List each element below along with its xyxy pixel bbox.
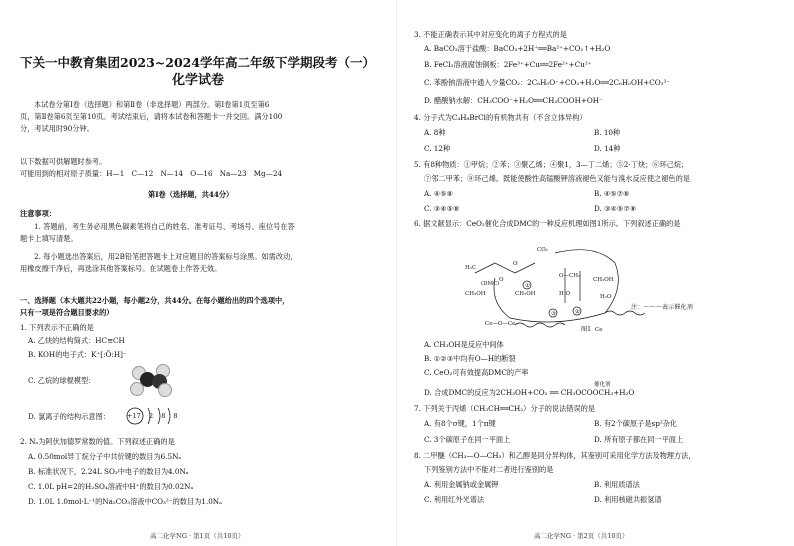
svg-text:H O: H O [559,291,571,297]
q1-stem: 1. 下列表示不正确的是 [20,323,94,332]
q2-option-b: B. 标准状况下，2.24L SO₃中电子的数目为4.0Nₐ [28,467,189,476]
q5-option-b: B. ④⑤⑦⑧ [594,189,630,198]
q6-option-a: A. CH₃OH是反应中间体 [424,340,504,349]
exam-title: 下关一中教育集团2023~2024学年高二年级下学期段考（一） [20,55,376,70]
data-intro: 以下数据可供解题时参考。 [20,157,107,166]
q8-stem: 8. 二甲醚（CH₃—O—CH₃）和乙醇是同分异构体，其鉴别可采用化学方法及物理方法， [414,451,696,460]
note-line: 用橡皮擦干净后，再选涂其他答案标号。在试题卷上作答无效。 [20,264,222,273]
q2-option-c: C. 1.0L pH=2的H₂SO₄溶液中H⁺的数目为0.02Nₐ [28,482,194,491]
chloride-structure-diagram [124,405,194,427]
q2-option-a: A. 0.50mol异丁烷分子中共价键的数目为6.5Nₐ [28,452,182,461]
q6-option-d: D. 合成DMC的反应为2CH₃OH+CO₂ ══ CH₃OCOOCH₃+H₂O [424,388,635,397]
q5-stem: 5. 有8种物质：①甲烷；②苯；③聚乙烯；④聚1，3—丁二烯；⑤2-丁炔；⑥环己烷； [414,160,689,169]
figure-caption: 图1 [581,326,592,333]
svg-text:③: ③ [551,311,556,317]
q6-option-c: C. CeO₂可有效提高DMC的产率 [424,368,529,377]
note-line: 1. 答题前，考生务必用黑色碳素笔将自己的姓名、准考证号、考场号、座位号在答 [34,222,295,231]
q4-stem: 4. 分子式为C₄H₈BrCl的有机物共有（不含立体异构） [414,113,587,122]
intro-line: 分，考试用时90分钟。 [20,124,94,133]
svg-text:H₃C: H₃C [465,265,477,271]
notes-heading: 注意事项： [20,209,56,218]
svg-text:CH₃OH: CH₃OH [515,291,536,297]
q1-option-a: A. 乙炔的结构简式：HC≡CH [28,336,125,345]
svg-text:CH₃OH: CH₃OH [465,291,486,297]
svg-text:②: ② [575,309,580,315]
q4-option-b: B. 10种 [594,128,621,137]
q8-stem-cont: 下列鉴别方法中不能对二者进行鉴别的是 [424,465,554,474]
q4-option-c: C. 12种 [424,144,451,153]
q8-option-c: C. 利用红外光谱法 [424,495,485,504]
q7-option-a: A. 有8个σ键，1个π键 [424,419,496,428]
q3-option-d: D. 醋酸钠水解：CH₃COO⁻+H₂O══CH₃COOH+OH⁻ [424,96,603,105]
cl-shell-electrons: 2 8 8 [149,412,181,420]
q5-option-a: A. ④⑤⑧ [424,189,454,198]
svg-text:O: O [513,261,518,267]
page-footer: 高二化学NG · 第1页（共10页） [150,532,245,540]
q3-option-c: C. 苯酚钠溶液中通入少量CO₂：2C₆H₅O⁻+CO₂+H₂O══2C₆H₅OH+CO₃²⁻ [424,78,671,87]
q2-stem: 2. Nₐ为阿伏加德罗常数的值。下列叙述正确的是 [20,437,175,446]
svg-text:①: ① [525,283,530,289]
q6-option-b: B. ①②③中均有O—H的断裂 [424,354,516,363]
section1-heading-cont: 只有一项是符合题目要求的） [20,308,114,317]
note-line: 2. 每小题选出答案后，用2B铅笔把答题卡上对应题目的答案标号涂黑。如需改动， [34,252,298,261]
ethane-ball-stick-model [128,362,172,396]
q3-option-b: B. FeCl₃溶液腐蚀铜板：2Fe³⁺+Cu══2Fe²⁺+Cu²⁺ [424,60,592,69]
svg-text:O: O [499,277,504,283]
q3-option-a: A. BaCO₃溶于盐酸：BaCO₃+2H⁺══Ba²⁺+CO₂↑+H₂O [424,44,611,53]
q1-option-d: D. 氯离子的结构示意图： [28,412,110,421]
svg-text:O—CH₃: O—CH₃ [559,273,581,279]
svg-text:(DMC): (DMC) [481,281,500,287]
q5-stem-cont: ⑦邻二甲苯；⑧环己烯。既能使酸性高锰酸钾溶液褪色又能与溴水反应使之褪色的是 [424,174,690,183]
svg-text:Ce: Ce [595,327,603,333]
q3-stem: 3. 不能正确表示其中对应变化的离子方程式的是 [414,30,567,39]
q7-option-b: B. 有2个碳原子是sp²杂化 [594,419,678,428]
svg-text:H₂O: H₂O [600,294,612,300]
svg-text:CH₃OH: CH₃OH [593,277,614,283]
q4-option-d: D. 14种 [594,144,621,153]
cl-nucleus-label: +17 [127,412,141,420]
q7-stem: 7. 下列关于丙烯（CH₃CH══CH₂）分子的说法错误的是 [414,404,596,413]
q8-option-a: A. 利用金属钠或金属钾 [424,480,499,489]
q7-option-d: D. 所有原子都在同一平面上 [594,435,684,444]
q5-option-d: D. ③④⑤⑦⑧ [594,204,637,213]
q1-option-c: C. 乙烷的球棍模型： [28,376,96,385]
q8-option-d: D. 利用核磁共振氢谱 [594,495,662,504]
q7-option-c: C. 3个碳原子在同一平面上 [424,435,511,444]
column-divider [396,0,397,546]
figure-note: 注：～～～表示催化剂 [631,304,693,311]
intro-line: 本试卷分第Ⅰ卷（选择题）和第Ⅱ卷（非选择题）两部分。第Ⅰ卷第1页至第6 [34,100,270,109]
q1-option-b: B. KOH的电子式：K⁺[:Ö:H]⁻ [28,350,127,359]
exam-subtitle: 化学试卷 [172,73,225,88]
q2-option-d: D. 1.0L 1.0mol·L⁻¹的Na₂CO₃溶液中CO₃²⁻的数目为1.0Nₐ [28,497,222,506]
svg-text:CO₂: CO₂ [537,247,548,253]
q5-option-c: C. ③④⑤⑧ [424,204,460,213]
atomic-masses: 可能用到的相对原子质量：H—1 C—12 N—14 O—16 Na—23 Mg—24 [20,169,283,178]
page-footer: 高二化学NG · 第2页（共10页） [534,532,629,540]
svg-text:Ce—O—Ce: Ce—O—Ce [485,321,516,327]
q8-option-b: B. 利用质谱法 [594,480,640,489]
reaction-mechanism-figure [455,233,701,335]
q6-stem: 6. 据文献显示：CeO₂催化合成DMC的一种反应机理如图1所示。下列叙述正确的是 [414,219,681,228]
q4-option-a: A. 8种 [424,128,446,137]
intro-line: 页，第Ⅱ卷第6页至第10页。考试结束后，请将本试卷和答题卡一并交回。满分100 [20,112,283,121]
note-line: 题卡上填写清楚。 [20,234,78,243]
part1-heading: 第Ⅰ卷（选择题，共44分） [148,190,234,199]
q6-d-condition: 催化剂 [594,382,611,388]
section1-heading: 一、选择题（本大题共22小题，每小题2分，共44分。在每小题给出的四个选项中， [20,296,290,305]
